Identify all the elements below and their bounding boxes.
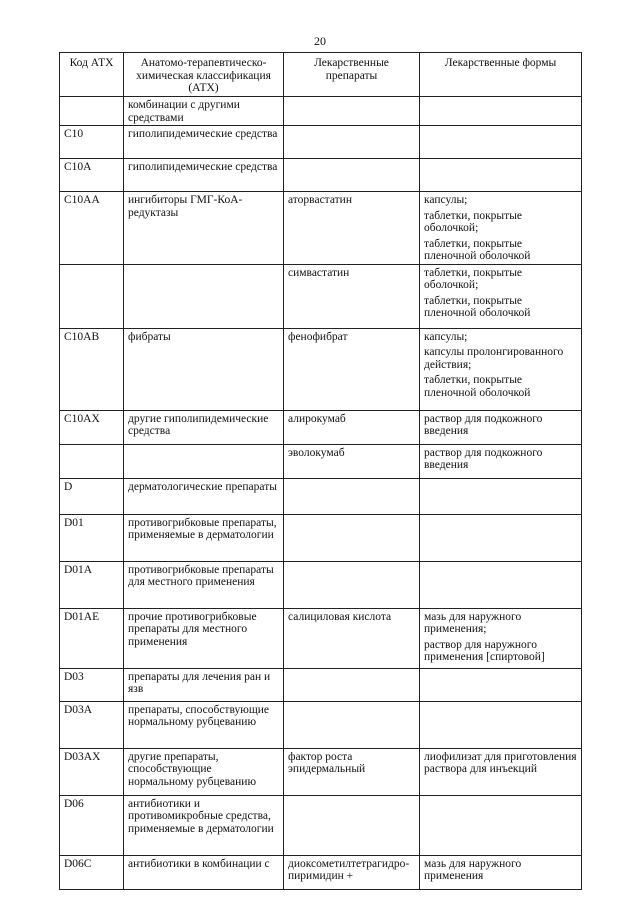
cell-classification: другие гиполипидемические средства [124, 410, 284, 444]
table-row [60, 514, 582, 561]
cell-drug [284, 126, 420, 159]
table-row [60, 478, 582, 514]
cell-drug [284, 701, 420, 748]
cell-drug [284, 514, 420, 561]
table-row [60, 328, 582, 410]
cell-drug: фенофибрат [284, 328, 420, 410]
dosage-form-item: капсулы; [424, 330, 468, 343]
cell-classification: комбинации с другими средствами [124, 97, 284, 126]
cell-atx-code: C10 [60, 126, 124, 159]
cell-atx-code: C10AX [60, 410, 124, 444]
cell-drug: эволокумаб [284, 444, 420, 478]
cell-classification: препараты, способствующие нормальному рубцеванию [124, 701, 284, 748]
cell-drug [284, 561, 420, 608]
cell-classification: противогрибковые препараты для местного применения [124, 561, 284, 608]
cell-atx-code [60, 264, 124, 328]
cell-dosage-forms [420, 514, 582, 561]
cell-drug: аторвастатин [284, 192, 420, 265]
cell-drug [284, 668, 420, 701]
cell-classification: другие препараты, способствующие нормальному рубцеванию [124, 748, 284, 795]
table-row [60, 748, 582, 795]
dosage-form-item: таблетки, покрытые оболочкой; [424, 266, 523, 291]
cell-atx-code: D03A [60, 701, 124, 748]
cell-atx-code: C10AA [60, 192, 124, 265]
cell-dosage-forms [420, 97, 582, 126]
cell-dosage-forms [420, 478, 582, 514]
dosage-form-item: раствор для подкожного введения [424, 412, 543, 437]
dosage-form-item: капсулы; [424, 194, 468, 206]
cell-dosage-forms [420, 795, 582, 855]
table-row [60, 668, 582, 701]
cell-atx-code: D03 [60, 668, 124, 701]
cell-dosage-forms [420, 159, 582, 192]
cell-dosage-forms [420, 328, 582, 410]
cell-classification [124, 444, 284, 478]
cell-atx-code: D01AE [60, 608, 124, 668]
cell-atx-code: C10A [60, 159, 124, 192]
cell-dosage-forms [420, 855, 582, 889]
cell-dosage-forms [420, 668, 582, 701]
table-row [60, 126, 582, 159]
cell-classification: дерматологические препараты [124, 478, 284, 514]
table-row [60, 608, 582, 668]
cell-dosage-forms [420, 264, 582, 328]
cell-classification [124, 264, 284, 328]
cell-classification: гиполипидемические средства [124, 126, 284, 159]
cell-dosage-forms [420, 410, 582, 444]
header-code: Код АТХ [60, 53, 124, 97]
table-row [60, 795, 582, 855]
header-forms: Лекарственные формы [420, 53, 582, 97]
cell-drug: алирокумаб [284, 410, 420, 444]
dosage-form-item: таблетки, покрытые оболочкой; [424, 209, 523, 234]
cell-drug [284, 478, 420, 514]
cell-classification: препараты для лечения ран и язв [124, 668, 284, 701]
dosage-form-item: таблетки, покрытые пленочной оболочкой [424, 237, 531, 262]
cell-drug: симвастатин [284, 264, 420, 328]
cell-atx-code: D03AX [60, 748, 124, 795]
cell-classification: фибраты [124, 328, 284, 410]
cell-atx-code: D01 [60, 514, 124, 561]
cell-classification: антибиотики и противомикробные средства, применяемые в дерматологии [124, 795, 284, 855]
cell-atx-code: D01A [60, 561, 124, 608]
cell-classification: прочие противогрибковые препараты для местного применения [124, 608, 284, 668]
cell-classification: антибиотики в комбинации с [124, 855, 284, 889]
dosage-form-item: таблетки, покрытые пленочной оболочкой [424, 374, 531, 399]
cell-atx-code: D06C [60, 855, 124, 889]
table-row [60, 192, 582, 265]
dosage-form-item: раствор для наружного применения [спиртовой] [424, 638, 545, 663]
cell-drug: фактор роста эпидермальный [284, 748, 420, 795]
table-row [60, 159, 582, 192]
table-row [60, 444, 582, 478]
cell-atx-code: C10AB [60, 328, 124, 410]
cell-classification: противогрибковые препараты, применяемые в дерматологии [124, 514, 284, 561]
cell-atx-code: D [60, 478, 124, 514]
atx-table [59, 52, 582, 890]
cell-dosage-forms [420, 192, 582, 265]
table-header-row [60, 53, 582, 97]
dosage-form-item: мазь для наружного применения; [424, 610, 522, 635]
page-number: 20 [314, 34, 326, 48]
dosage-form-item: капсулы пролонгированного действия; [424, 346, 564, 371]
cell-dosage-forms [420, 444, 582, 478]
cell-atx-code [60, 97, 124, 126]
cell-classification: гиполипидемические средства [124, 159, 284, 192]
table-row [60, 561, 582, 608]
cell-dosage-forms [420, 608, 582, 668]
table-body [60, 97, 582, 890]
dosage-form-item: мазь для наружного применения [424, 857, 522, 882]
header-classification: Анатомо-терапевтическо-химическая классификация (АТХ) [124, 53, 284, 97]
cell-dosage-forms [420, 126, 582, 159]
cell-drug: салициловая кислота [284, 608, 420, 668]
cell-drug [284, 97, 420, 126]
dosage-form-item: лиофилизат для приготовления раствора для инъекций [424, 750, 577, 775]
table-row [60, 855, 582, 889]
dosage-form-item: таблетки, покрытые пленочной оболочкой [424, 294, 531, 319]
table-row [60, 264, 582, 328]
table-row [60, 701, 582, 748]
cell-drug [284, 159, 420, 192]
cell-classification: ингибиторы ГМГ-КоА-редуктазы [124, 192, 284, 265]
cell-dosage-forms [420, 561, 582, 608]
cell-atx-code: D06 [60, 795, 124, 855]
cell-atx-code [60, 444, 124, 478]
cell-drug [284, 795, 420, 855]
table-row [60, 97, 582, 126]
cell-dosage-forms [420, 748, 582, 795]
cell-drug: диоксометилтетрагидро-пиримидин + [284, 855, 420, 889]
header-drugs: Лекарственные препараты [284, 53, 420, 97]
cell-dosage-forms [420, 701, 582, 748]
table-row [60, 410, 582, 444]
dosage-form-item: раствор для подкожного введения [424, 446, 543, 471]
